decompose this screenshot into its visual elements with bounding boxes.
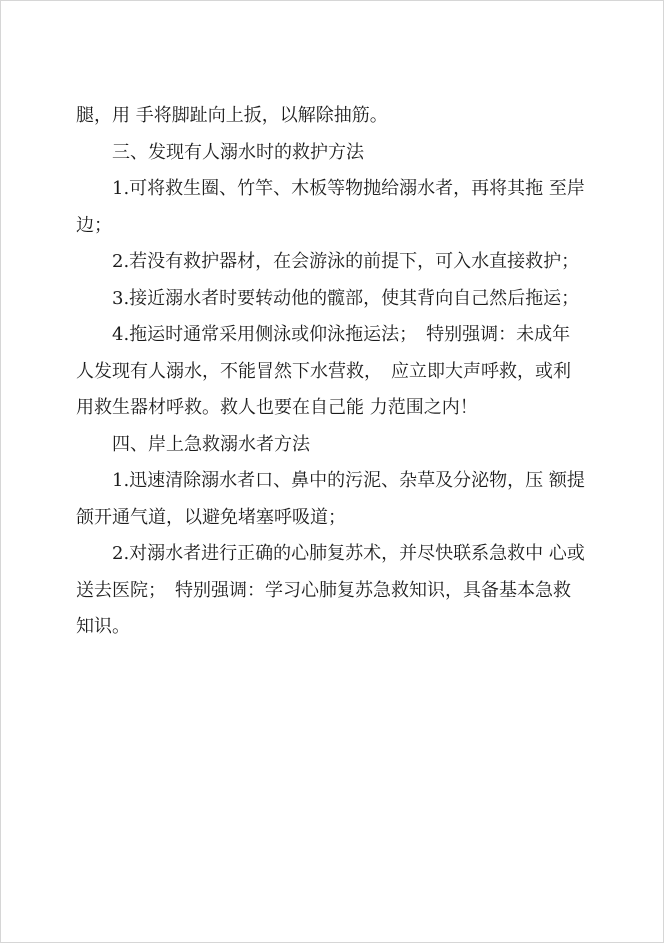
document-body [76,98,586,646]
list-item-first-aid-2: 2.对溺水者进行正确的心肺复苏术，并尽快联系急救中 心或送去医院； 特别强调：学习心肺复苏急救知识，具备基本急救知识。 [76,543,585,637]
list-item-rescue-4: 4.拖运时通常采用侧泳或仰泳拖运法； 特别强调：未成年人发现有人溺水，不能冒然下水营救， 应立即大声呼救，或利用救生器材呼救。救人也要在自己能 力范围之内！ [76,324,571,418]
list-item-rescue-3: 3.接近溺水者时要转动他的髋部，使其背向自己然后拖运； [112,287,580,309]
list-item-rescue-2: 2.若没有救护器材，在会游泳的前提下，可入水直接救护； [112,251,580,272]
section-heading-rescue-methods: 三、发现有人溺水时的救护方法 [112,141,364,163]
list-item-first-aid-1: 1.迅速清除溺水者口、鼻中的污泥、杂草及分泌物，压 额提颌开通气道，以避免堵塞呼吸道； [76,470,585,528]
paragraph-leg-cramp-end: 腿，用 手将脚趾向上扳，以解除抽筋。 [76,105,388,126]
list-item-rescue-1: 1.可将救生圈、竹竿、木板等物抛给溺水者，再将其拖 至岸边； [76,178,585,236]
section-heading-first-aid: 四、岸上急救溺水者方法 [112,433,310,455]
